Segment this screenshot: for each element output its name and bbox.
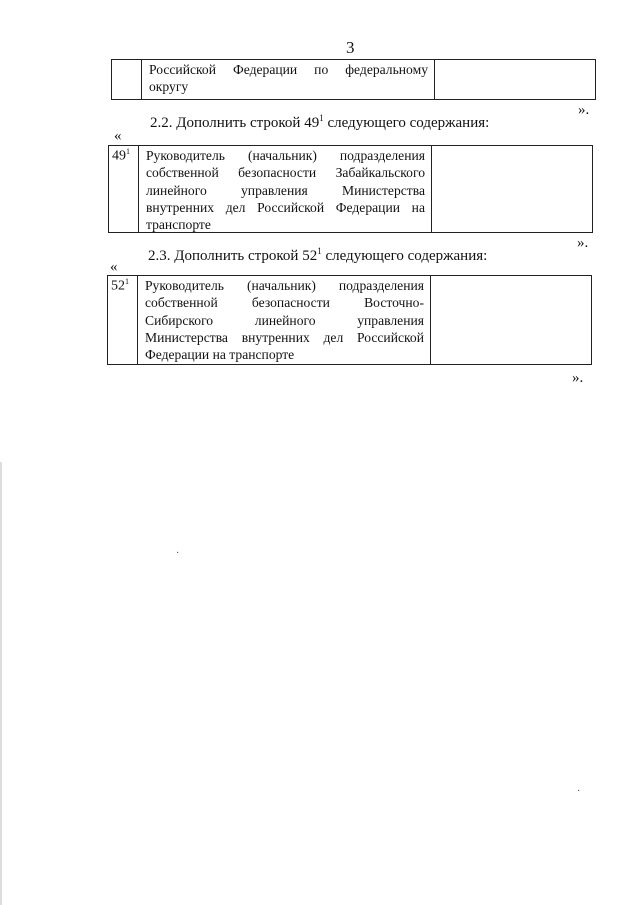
table-row-52 bbox=[107, 275, 592, 365]
row-text-line: округу bbox=[149, 79, 189, 95]
instruction-suffix: следующего содержания: bbox=[321, 248, 488, 264]
row-text-line: Руководитель (начальник) подразделения bbox=[145, 278, 424, 293]
instruction-prefix: 2.3. Дополнить строкой bbox=[148, 248, 303, 264]
row-text-line: внутренних дел Российской Федерации на bbox=[146, 199, 425, 215]
superscript: 1 bbox=[317, 246, 322, 256]
scan-speck: · bbox=[176, 548, 180, 559]
row-empty-cell bbox=[435, 60, 595, 99]
row-text-line: собственной безопасности Забайкальского bbox=[146, 165, 425, 181]
table-row-continuation bbox=[111, 59, 596, 100]
quote-open: « bbox=[110, 259, 118, 275]
row-superscript: 1 bbox=[126, 147, 130, 156]
scan-speck: · bbox=[577, 786, 581, 797]
quote-close: ». bbox=[572, 370, 584, 386]
quote-close: ». bbox=[578, 102, 590, 118]
row-number-cell bbox=[112, 60, 142, 99]
instruction-2-2 bbox=[150, 113, 489, 132]
row-number-cell bbox=[108, 276, 138, 364]
row-number-cell bbox=[109, 146, 139, 232]
scan-edge bbox=[0, 462, 2, 905]
row-text-line: транспорте bbox=[146, 217, 211, 233]
page-number: 3 bbox=[346, 38, 355, 57]
row-number: 52 bbox=[302, 248, 318, 264]
row-text-line: Сибирского линейного управления bbox=[145, 312, 424, 328]
row-text-line: Российской Федерации по федеральному bbox=[149, 62, 428, 77]
row-empty-cell bbox=[431, 276, 591, 364]
quote-close: ». bbox=[577, 235, 589, 251]
instruction-suffix: следующего содержания: bbox=[323, 115, 490, 131]
row-text-cell bbox=[138, 276, 431, 364]
superscript: 1 bbox=[319, 113, 324, 123]
row-text-cell bbox=[142, 60, 435, 99]
row-label: 52 bbox=[111, 278, 125, 294]
row-empty-cell bbox=[432, 146, 592, 232]
quote-open: « bbox=[114, 128, 122, 144]
row-text-cell bbox=[139, 146, 432, 232]
row-text-line: собственной безопасности Восточно- bbox=[145, 295, 424, 311]
row-text-line: Министерства внутренних дел Российской bbox=[145, 329, 424, 345]
instruction-prefix: 2.2. Дополнить строкой bbox=[150, 115, 305, 131]
row-text-line: Федерации на транспорте bbox=[145, 347, 295, 363]
row-label: 49 bbox=[112, 148, 126, 164]
row-superscript: 1 bbox=[125, 277, 129, 286]
row-text-line: линейного управления Министерства bbox=[146, 182, 425, 198]
table-row-49 bbox=[108, 145, 593, 233]
row-text-line: Руководитель (начальник) подразделения bbox=[146, 148, 425, 163]
instruction-2-3 bbox=[148, 246, 487, 265]
row-number: 49 bbox=[304, 115, 320, 131]
